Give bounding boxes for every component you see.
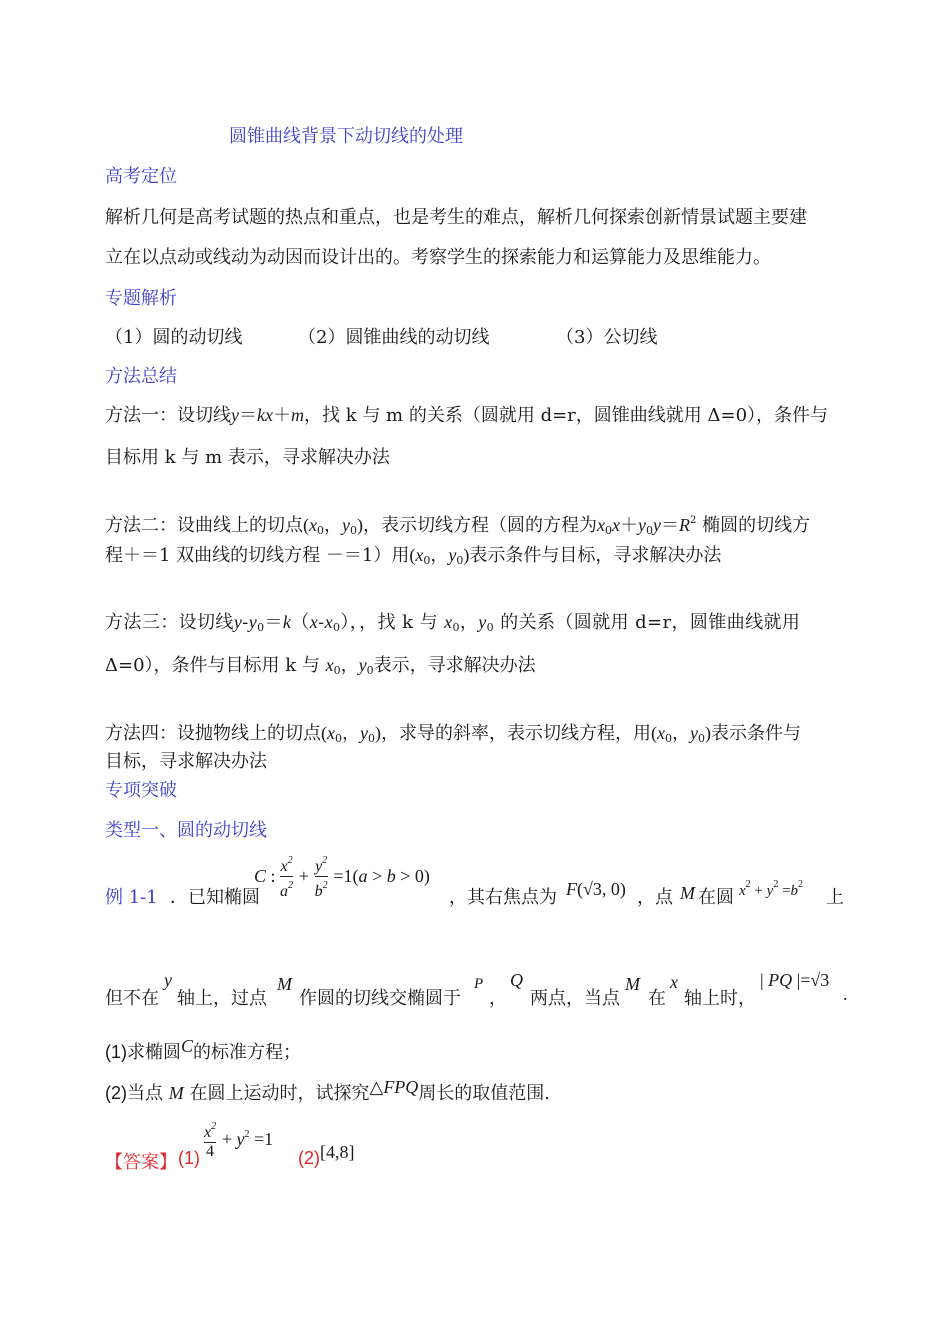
point-m-symbol: M [680,883,695,903]
question-2: (2)当点 M 在圆上运动时，试探究△FPQ周长的取值范围. [105,1077,551,1104]
section-heading-position: 高考定位 [105,166,177,187]
section-heading-type1: 类型一、圆的动切线 [105,820,267,841]
intro-line-1: 解析几何是高考试题的热点和重点，也是考生的难点，解析几何探索创新情景试题主要建 [105,207,807,228]
point-q-symbol: Q [510,970,523,990]
method-1-line-1: 方法一：设切线y＝kx＋m，找 k 与 m 的关系（圆就用 d=r，圆锥曲线就用 Δ=0），条件与 [105,405,829,426]
section-heading-summary: 方法总结 [105,366,177,387]
intro-line-2: 立在以点动或线动为动因而设计出的。考察学生的探索能力和运算能力及思维能力。 [105,247,771,268]
example-text-2: ，其右焦点为 [449,887,557,908]
y-axis-symbol: y [164,970,172,990]
example-text-5: 上 [826,887,844,908]
pq-length: | PQ |=√3 [760,970,830,990]
method-4-line-2: 目标，寻求解决办法 [105,751,267,772]
example-line2-d: ， [489,988,507,1009]
point-p-symbol: P [474,976,484,992]
method-2-line-2: 程＋＝1 双曲线的切线方程 －＝1）用($x_0$，$y_0$)表示条件与目标，寻求解决办法 [105,545,722,567]
page-title: 圆锥曲线背景下动切线的处理 [229,126,463,147]
example-line2-c: 作圆的切线交椭圆于 [299,988,461,1009]
focus-coordinate: F(√3, 0) [566,879,626,899]
example-text-4: 在圆 [698,887,734,908]
example-line2-f: 在 [648,988,666,1009]
example-text-3: ，点 [637,887,673,908]
period-mark: . [843,984,848,1004]
x-axis-symbol: x [670,972,678,992]
topic-item-3: （3）公切线 [556,327,658,348]
question-1: (1)求椭圆C的标准方程； [105,1036,302,1063]
method-3-line-2: Δ=0），条件与目标用 k 与 $x_0$，$y_0$表示，寻求解决办法 [105,655,536,677]
point-m-symbol-2: M [277,974,292,994]
section-heading-analysis: 专题解析 [105,288,177,309]
example-line2-b: 轴上，过点 [177,988,267,1009]
example-text-1: ．已知椭圆 [170,887,260,908]
point-m-symbol-3: M [625,974,640,994]
method-2-line-1: 方法二：设曲线上的切点($x_0$，$y_0$)，表示切线方程（圆的方程为$x_0x+y_0y=R^2$ 椭圆的切线方 [105,515,811,537]
section-heading-breakthrough: 专项突破 [105,780,177,801]
answer-2-value: [4,8] [320,1142,355,1162]
topic-item-1: （1）圆的动切线 [105,327,243,348]
example-line2-g: 轴上时， [684,988,756,1009]
answer-label: 【答案】 [105,1152,177,1173]
example-label: 例 1-1 [105,887,158,908]
example-line2-a: 但不在 [105,988,159,1009]
answer-1-equation: $\frac{x^2}{4}$ + $y^2 =1$ [204,1121,274,1160]
topic-item-2: （2）圆锥曲线的动切线 [298,327,490,348]
method-4-line-1: 方法四：设抛物线上的切点($x_0$，$y_0$)，求导的斜率，表示切线方程，用($x_0$，$y_0$)表示条件与 [105,723,801,745]
answer-1-prefix: (1) [178,1148,200,1168]
circle-equation: $x^2 + y^2 =b^2$ [739,879,804,899]
example-line2-e: 两点，当点 [530,988,620,1009]
answer-2-prefix: (2) [298,1148,320,1168]
ellipse-equation: C : $\frac{x^2}{a^2}$ + $\frac{y^2}{b^2}$ =1(a > b > 0) [254,855,430,900]
method-3-line-1: 方法三：设切线$y-y_0=k(x-x_0)$，，找 k 与 $x_0$，$y_0$ 的关系（圆就用 d=r，圆锥曲线就用 [105,612,801,634]
method-1-line-2: 目标用 k 与 m 表示，寻求解决办法 [105,447,390,468]
